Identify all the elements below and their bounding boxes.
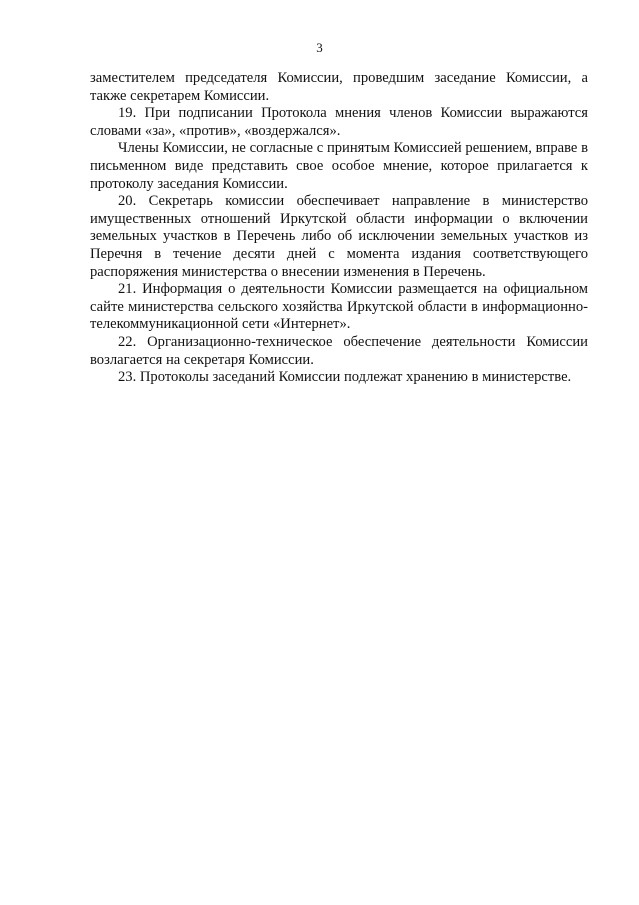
paragraph-19: 19. При подписании Протокола мнения членов Комиссии выражаются словами «за», «против», «воздержался».: [90, 105, 588, 139]
paragraph-dissenting-opinion: Члены Комиссии, не согласные с принятым Комиссией решением, вправе в письменном виде представить свое особое мнение, которое прилагается к протоколу заседания Комиссии.: [90, 140, 588, 192]
paragraph-23: 23. Протоколы заседаний Комиссии подлежат хранению в министерстве.: [118, 369, 572, 386]
document-body: [90, 70, 588, 387]
paragraph-continuation: заместителем председателя Комиссии, проведшим заседание Комиссии, а также секретарем Комиссии.: [90, 70, 588, 104]
page-number: 3: [316, 40, 323, 55]
paragraph-22: 22. Организационно-техническое обеспечение деятельности Комиссии возлагается на секретаря Комиссии.: [90, 333, 588, 368]
paragraph-20: 20. Секретарь комиссии обеспечивает направление в министерство имущественных отношений Иркутской области информации о включении земельных участков в Перечень либо об исключении земельных участков из Перечня в течение десяти дней с момента издания соответствующего распоряжения министерства о внесении изменения в Перечень.: [90, 193, 588, 280]
paragraph-21: 21. Информация о деятельности Комиссии размещается на официальном сайте министерства сельского хозяйства Иркутской области в информационно-телекоммуникационной сети «Интернет».: [90, 281, 588, 333]
